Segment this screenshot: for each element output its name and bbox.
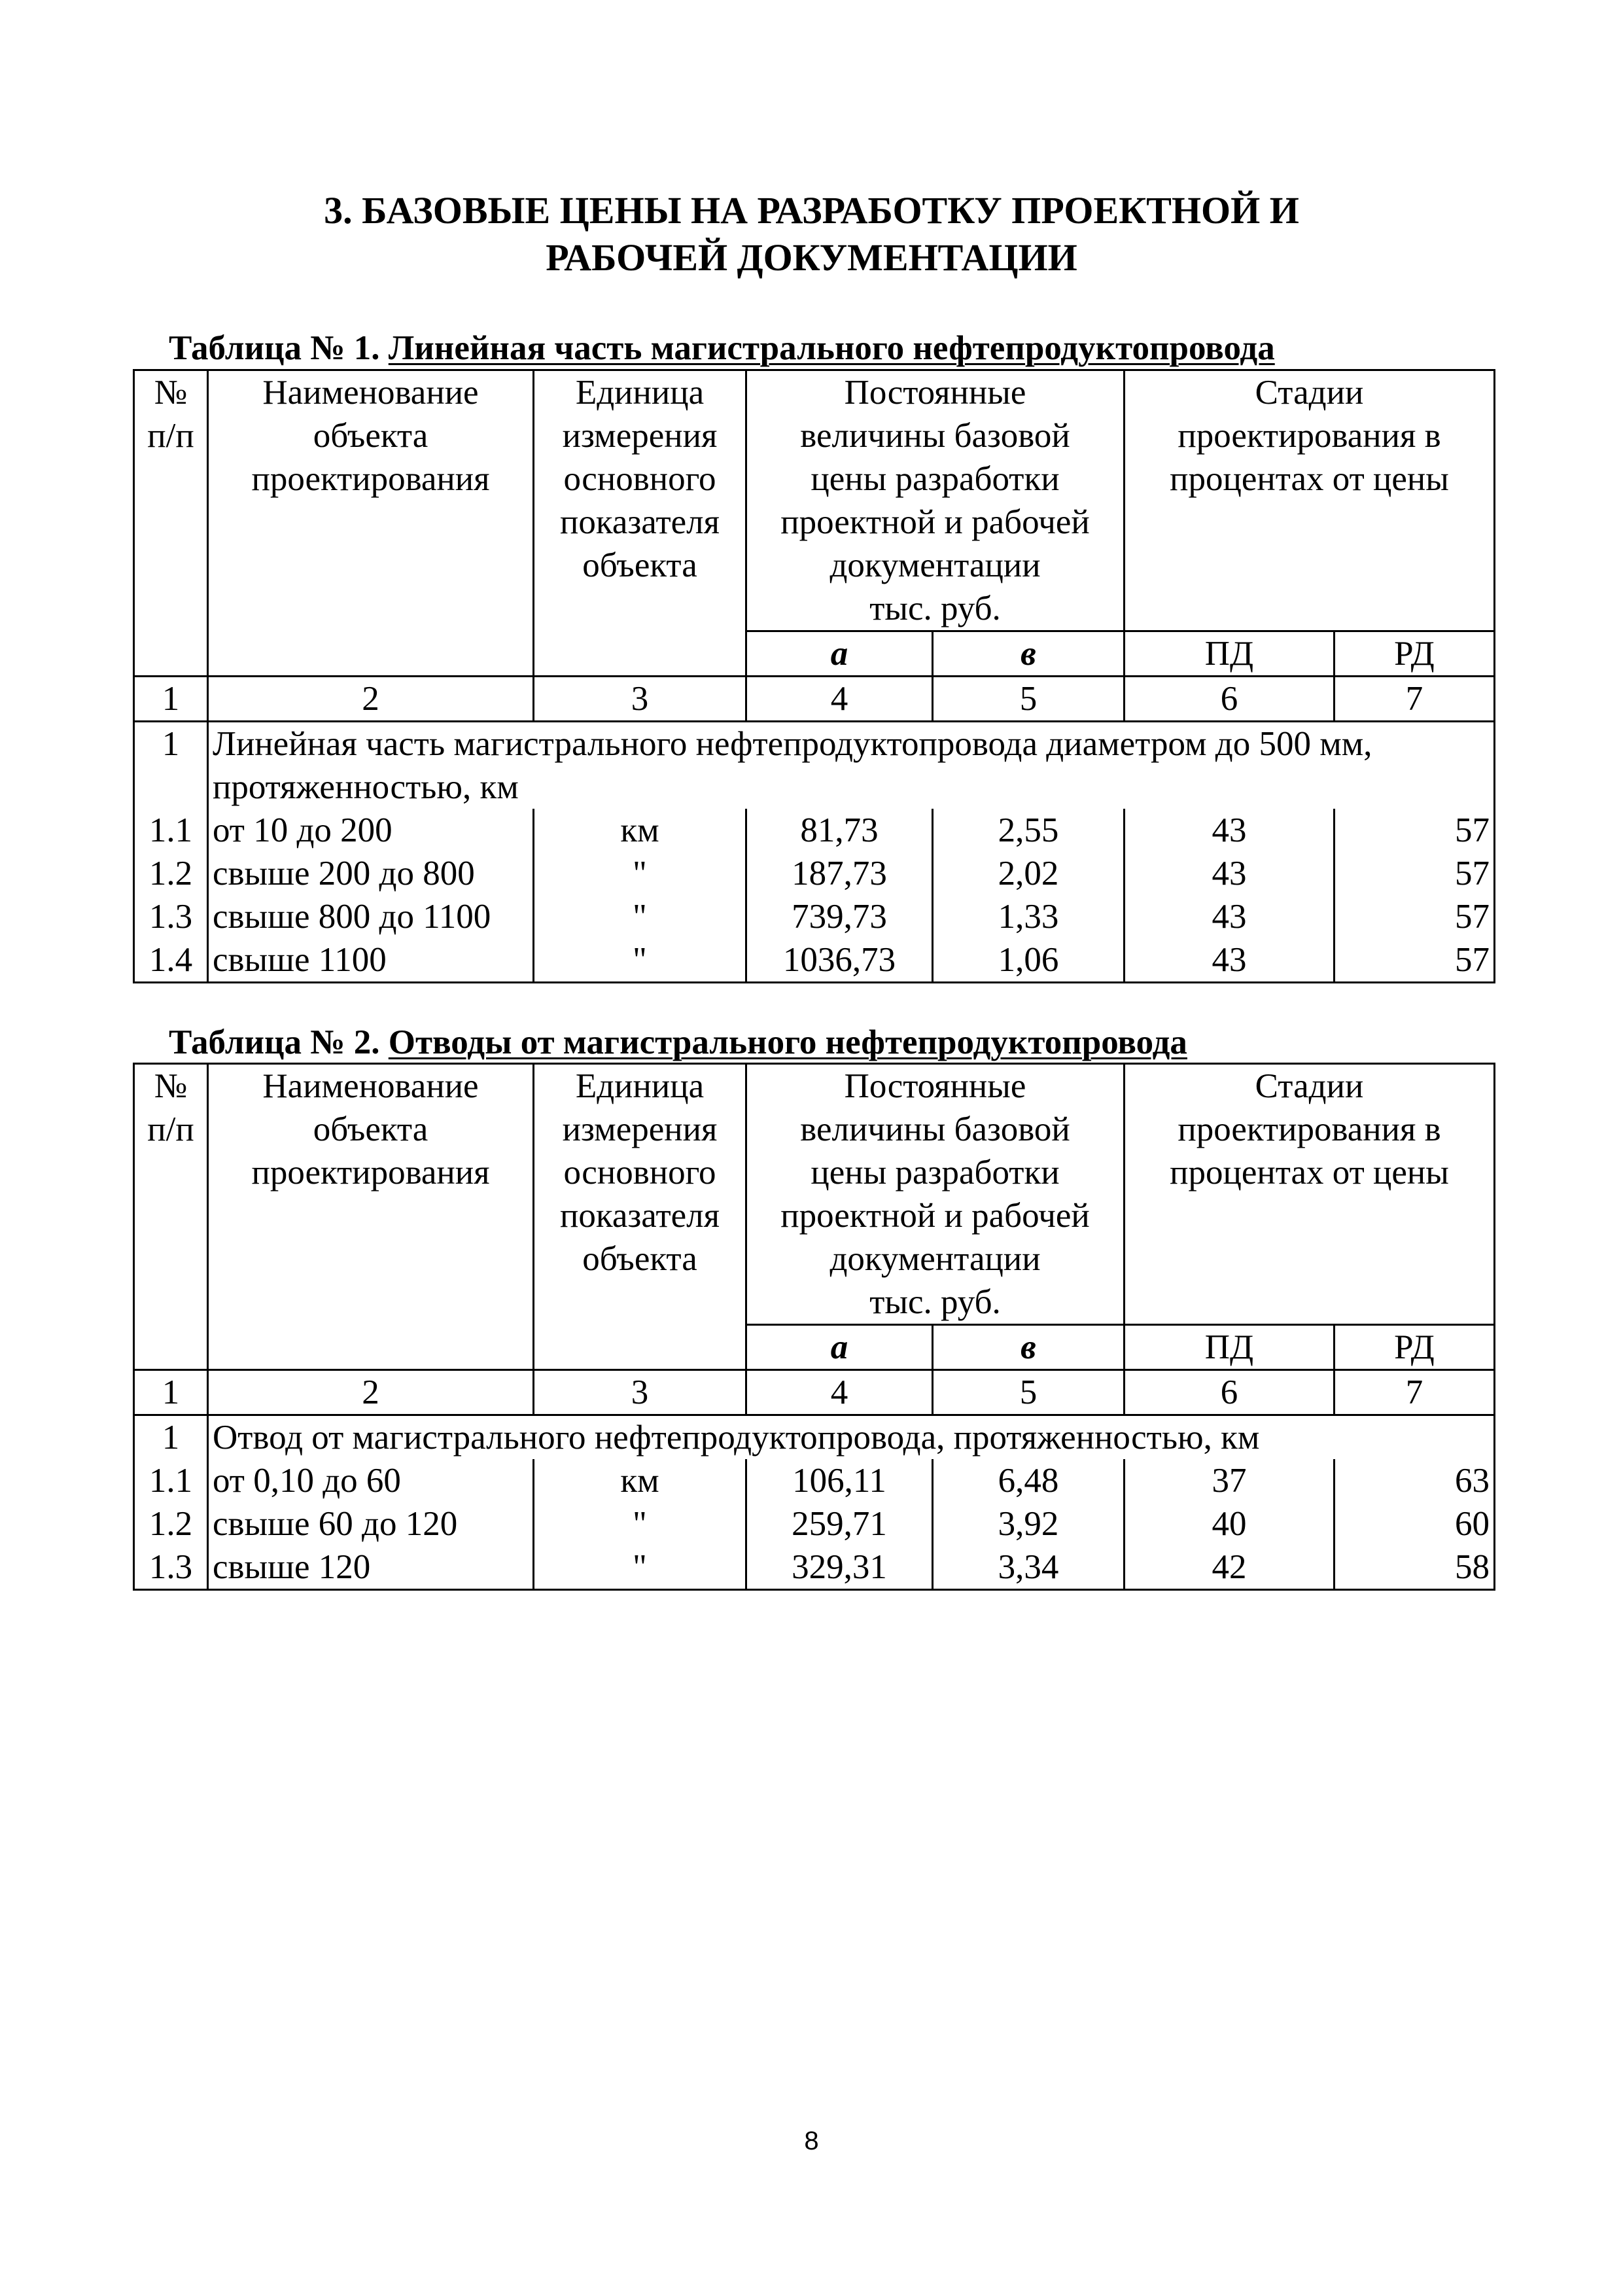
- row-name: свыше 1100: [208, 938, 534, 983]
- table-row: [134, 852, 1495, 895]
- header-line: измерения: [562, 417, 718, 455]
- header-line: цены разработки: [811, 460, 1060, 498]
- row-rd: 58: [1335, 1545, 1495, 1590]
- row-unit: ": [534, 895, 746, 938]
- header-line: документации: [829, 1240, 1041, 1278]
- group-title: Отвод от магистрального нефтепродуктопровода, протяженностью, км: [208, 1415, 1495, 1460]
- table-2-caption: [169, 1023, 1187, 1062]
- row-a: 259,71: [746, 1502, 933, 1545]
- header-line: основного: [563, 460, 716, 498]
- row-unit: ": [534, 938, 746, 983]
- row-pd: 43: [1125, 895, 1335, 938]
- row-b: 2,55: [933, 809, 1125, 852]
- header-stage: [1125, 370, 1495, 631]
- row-unit: ": [534, 852, 746, 895]
- header-no: [134, 1064, 208, 1370]
- row-unit: км: [534, 1459, 746, 1502]
- column-number: 1: [134, 1370, 208, 1415]
- row-a: 187,73: [746, 852, 933, 895]
- column-number: 4: [746, 1370, 933, 1415]
- subheader-b: в: [933, 631, 1125, 677]
- row-rd: 63: [1335, 1459, 1495, 1502]
- row-unit: ": [534, 1545, 746, 1590]
- row-b: 3,92: [933, 1502, 1125, 1545]
- table-1: [133, 369, 1495, 983]
- table-row: [134, 1459, 1495, 1502]
- header-row: [134, 1064, 1495, 1325]
- row-pd: 40: [1125, 1502, 1335, 1545]
- table-row: [134, 1502, 1495, 1545]
- group-no: 1: [134, 722, 208, 809]
- header-line: документации: [829, 546, 1041, 584]
- section-title-line-1: 3. БАЗОВЫЕ ЦЕНЫ НА РАЗРАБОТКУ ПРОЕКТНОЙ И: [324, 189, 1299, 232]
- row-name: от 0,10 до 60: [208, 1459, 534, 1502]
- row-no: 1.3: [134, 895, 208, 938]
- row-b: 1,33: [933, 895, 1125, 938]
- header-no: [134, 370, 208, 677]
- group-title: Линейная часть магистрального нефтепродуктопровода диаметром до 500 мм, протяженностью, км: [208, 722, 1495, 809]
- group-no: 1: [134, 1415, 208, 1460]
- column-number: 4: [746, 677, 933, 722]
- row-b: 6,48: [933, 1459, 1125, 1502]
- row-b: 1,06: [933, 938, 1125, 983]
- header-line: Стадии: [1255, 1067, 1364, 1105]
- header-line: Наименование: [262, 374, 479, 412]
- row-pd: 43: [1125, 852, 1335, 895]
- table-1-caption-prefix: Таблица № 1.: [169, 329, 380, 367]
- table-2-caption-prefix: Таблица № 2.: [169, 1023, 380, 1061]
- row-rd: 57: [1335, 852, 1495, 895]
- row-pd: 43: [1125, 809, 1335, 852]
- row-name: от 10 до 200: [208, 809, 534, 852]
- row-a: 106,11: [746, 1459, 933, 1502]
- header-name: [208, 1064, 534, 1370]
- header-line: показателя: [560, 1197, 720, 1235]
- header-line: объекта: [582, 1240, 697, 1278]
- column-number: 6: [1125, 677, 1335, 722]
- header-unit: [534, 370, 746, 677]
- column-number: 5: [933, 677, 1125, 722]
- row-pd: 43: [1125, 938, 1335, 983]
- column-number: 2: [208, 677, 534, 722]
- row-no: 1.4: [134, 938, 208, 983]
- row-unit: ": [534, 1502, 746, 1545]
- header-line: объекта: [313, 417, 428, 455]
- header-line: процентах от цены: [1170, 460, 1449, 498]
- row-rd: 60: [1335, 1502, 1495, 1545]
- header-line: Наименование: [262, 1067, 479, 1105]
- row-unit: км: [534, 809, 746, 852]
- row-rd: 57: [1335, 809, 1495, 852]
- row-no: 1.1: [134, 809, 208, 852]
- subheader-pd: ПД: [1125, 631, 1335, 677]
- row-name: свыше 200 до 800: [208, 852, 534, 895]
- column-number: 7: [1335, 677, 1495, 722]
- header-line: проектирования в: [1178, 417, 1441, 455]
- table-2-caption-text: Отводы от магистрального нефтепродуктопровода: [388, 1023, 1187, 1061]
- row-no: 1.3: [134, 1545, 208, 1590]
- subheader-rd: РД: [1335, 631, 1495, 677]
- section-title-line-2: РАБОЧЕЙ ДОКУМЕНТАЦИИ: [546, 236, 1077, 279]
- header-line: п/п: [147, 417, 194, 455]
- subheader-a: а: [746, 631, 933, 677]
- row-name: свыше 120: [208, 1545, 534, 1590]
- header-unit: [534, 1064, 746, 1370]
- section-title: [0, 187, 1623, 281]
- column-numbers-row: [134, 1370, 1495, 1415]
- header-line: проектирования в: [1178, 1110, 1441, 1148]
- row-pd: 42: [1125, 1545, 1335, 1590]
- table-2: [133, 1063, 1495, 1591]
- header-line: Единица: [575, 1067, 705, 1105]
- row-no: 1.2: [134, 1502, 208, 1545]
- header-name: [208, 370, 534, 677]
- header-line: проектной и рабочей: [780, 503, 1090, 541]
- table-1-caption: [169, 328, 1275, 368]
- header-line: показателя: [560, 503, 720, 541]
- header-line: измерения: [562, 1110, 718, 1148]
- column-number: 3: [534, 1370, 746, 1415]
- row-a: 329,31: [746, 1545, 933, 1590]
- column-number: 3: [534, 677, 746, 722]
- header-line: величины базовой: [800, 417, 1070, 455]
- table-row: [134, 809, 1495, 852]
- column-number: 5: [933, 1370, 1125, 1415]
- subheader-b: в: [933, 1325, 1125, 1370]
- row-rd: 57: [1335, 938, 1495, 983]
- row-no: 1.2: [134, 852, 208, 895]
- row-name: свыше 800 до 1100: [208, 895, 534, 938]
- header-line: основного: [563, 1154, 716, 1192]
- row-b: 2,02: [933, 852, 1125, 895]
- table-row: [134, 895, 1495, 938]
- header-line: объекта: [582, 546, 697, 584]
- header-line: тыс. руб.: [869, 590, 1001, 627]
- row-name: свыше 60 до 120: [208, 1502, 534, 1545]
- table-row: [134, 1545, 1495, 1590]
- subheader-a: а: [746, 1325, 933, 1370]
- header-line: величины базовой: [800, 1110, 1070, 1148]
- table-1-caption-text: Линейная часть магистрального нефтепродуктопровода: [388, 329, 1275, 367]
- header-price: [746, 1064, 1125, 1325]
- header-row: [134, 370, 1495, 631]
- group-row: [134, 1415, 1495, 1460]
- row-rd: 57: [1335, 895, 1495, 938]
- header-line: проектирования: [251, 460, 490, 498]
- table-row: [134, 938, 1495, 983]
- column-number: 1: [134, 677, 208, 722]
- group-row: [134, 722, 1495, 809]
- row-pd: 37: [1125, 1459, 1335, 1502]
- header-line: Постоянные: [844, 1067, 1026, 1105]
- subheader-pd: ПД: [1125, 1325, 1335, 1370]
- row-b: 3,34: [933, 1545, 1125, 1590]
- header-line: объекта: [313, 1110, 428, 1148]
- column-numbers-row: [134, 677, 1495, 722]
- header-line: проектирования: [251, 1154, 490, 1192]
- header-price: [746, 370, 1125, 631]
- header-line: проектной и рабочей: [780, 1197, 1090, 1235]
- subheader-rd: РД: [1335, 1325, 1495, 1370]
- column-number: 2: [208, 1370, 534, 1415]
- header-line: Постоянные: [844, 374, 1026, 412]
- row-no: 1.1: [134, 1459, 208, 1502]
- header-line: №: [154, 1067, 188, 1105]
- header-line: п/п: [147, 1110, 194, 1148]
- header-line: процентах от цены: [1170, 1154, 1449, 1192]
- column-number: 7: [1335, 1370, 1495, 1415]
- header-line: №: [154, 374, 188, 412]
- row-a: 1036,73: [746, 938, 933, 983]
- header-stage: [1125, 1064, 1495, 1325]
- header-line: Стадии: [1255, 374, 1364, 412]
- row-a: 81,73: [746, 809, 933, 852]
- header-line: тыс. руб.: [869, 1283, 1001, 1321]
- page-number: 8: [804, 2127, 819, 2155]
- header-line: Единица: [575, 374, 705, 412]
- row-a: 739,73: [746, 895, 933, 938]
- header-line: цены разработки: [811, 1154, 1060, 1192]
- column-number: 6: [1125, 1370, 1335, 1415]
